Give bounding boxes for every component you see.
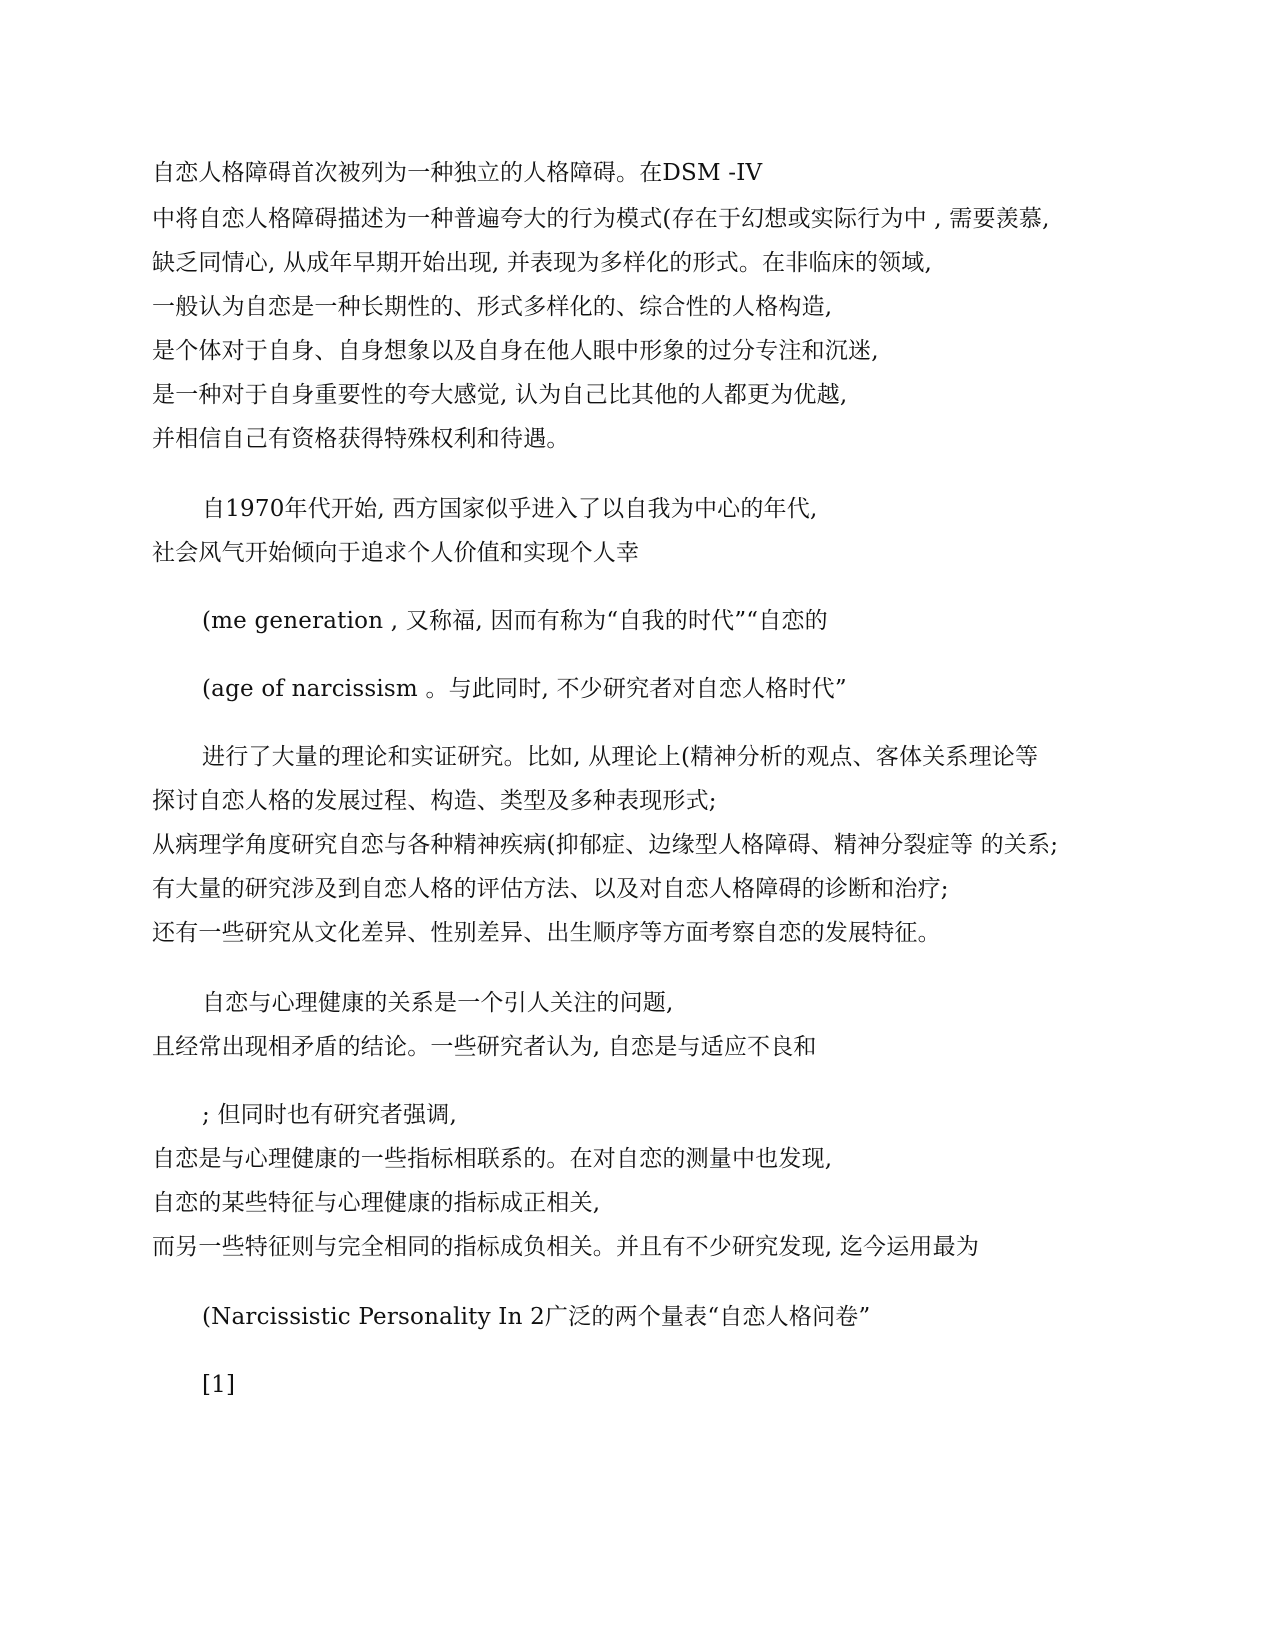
text-line: 进行了大量的理论和实证研究。比如, 从理论上(精神分析的观点、客体关系理论等 [202, 744, 1039, 770]
text-line: 有大量的研究涉及到自恋人格的评估方法、以及对自恋人格障碍的诊断和治疗; [152, 876, 949, 902]
text-line: 一般认为自恋是一种长期性的、形式多样化的、综合性的人格构造, [152, 294, 833, 320]
text-line: 是一种对于自身重要性的夸大感觉, 认为自己比其他的人都更为优越, [152, 382, 848, 408]
text-line: 自1970年代开始, 西方国家似乎进入了以自我为中心的年代, [202, 496, 818, 522]
text-line: 且经常出现相矛盾的结论。一些研究者认为, 自恋是与适应不良和 [152, 1034, 817, 1060]
text-line: 是个体对于自身、自身想象以及自身在他人眼中形象的过分专注和沉迷, [152, 338, 879, 364]
text-line: 社会风气开始倾向于追求个人价值和实现个人幸 [152, 540, 640, 566]
citation-marker: [1] [202, 1372, 236, 1398]
text-line: 中将自恋人格障碍描述为一种普遍夸大的行为模式(存在于幻想或实际行为中 , 需要羡慕, [152, 206, 1050, 232]
text-line: 自恋是与心理健康的一些指标相联系的。在对自恋的测量中也发现, [152, 1146, 833, 1172]
text-line: 而另一些特征则与完全相同的指标成负相关。并且有不少研究发现, 迄今运用最为 [152, 1234, 980, 1260]
text-line: 还有一些研究从文化差异、性别差异、出生顺序等方面考察自恋的发展特征。 [152, 920, 941, 946]
text-line: ; 但同时也有研究者强调, [202, 1102, 457, 1128]
text-line: 从病理学角度研究自恋与各种精神疾病(抑郁症、边缘型人格障碍、精神分裂症等 的关系; [152, 832, 1059, 858]
text-line: 自恋的某些特征与心理健康的指标成正相关, [152, 1190, 601, 1216]
text-line: 自恋人格障碍首次被列为一种独立的人格障碍。在DSM -IV [152, 160, 763, 186]
text-line: 缺乏同情心, 从成年早期开始出现, 并表现为多样化的形式。在非临床的领域, [152, 250, 932, 276]
text-line: 并相信自己有资格获得特殊权利和待遇。 [152, 426, 570, 452]
text-line: 自恋与心理健康的关系是一个引人关注的问题, [202, 990, 674, 1016]
text-line: (me generation , 又称福, 因而有称为“自我的时代”“自恋的 [202, 608, 828, 634]
text-line: 探讨自恋人格的发展过程、构造、类型及多种表现形式; [152, 788, 717, 814]
text-line: (age of narcissism 。与此同时, 不少研究者对自恋人格时代” [202, 676, 847, 702]
text-line: (Narcissistic Personality In 2广泛的两个量表“自恋人格问卷” [202, 1304, 871, 1330]
